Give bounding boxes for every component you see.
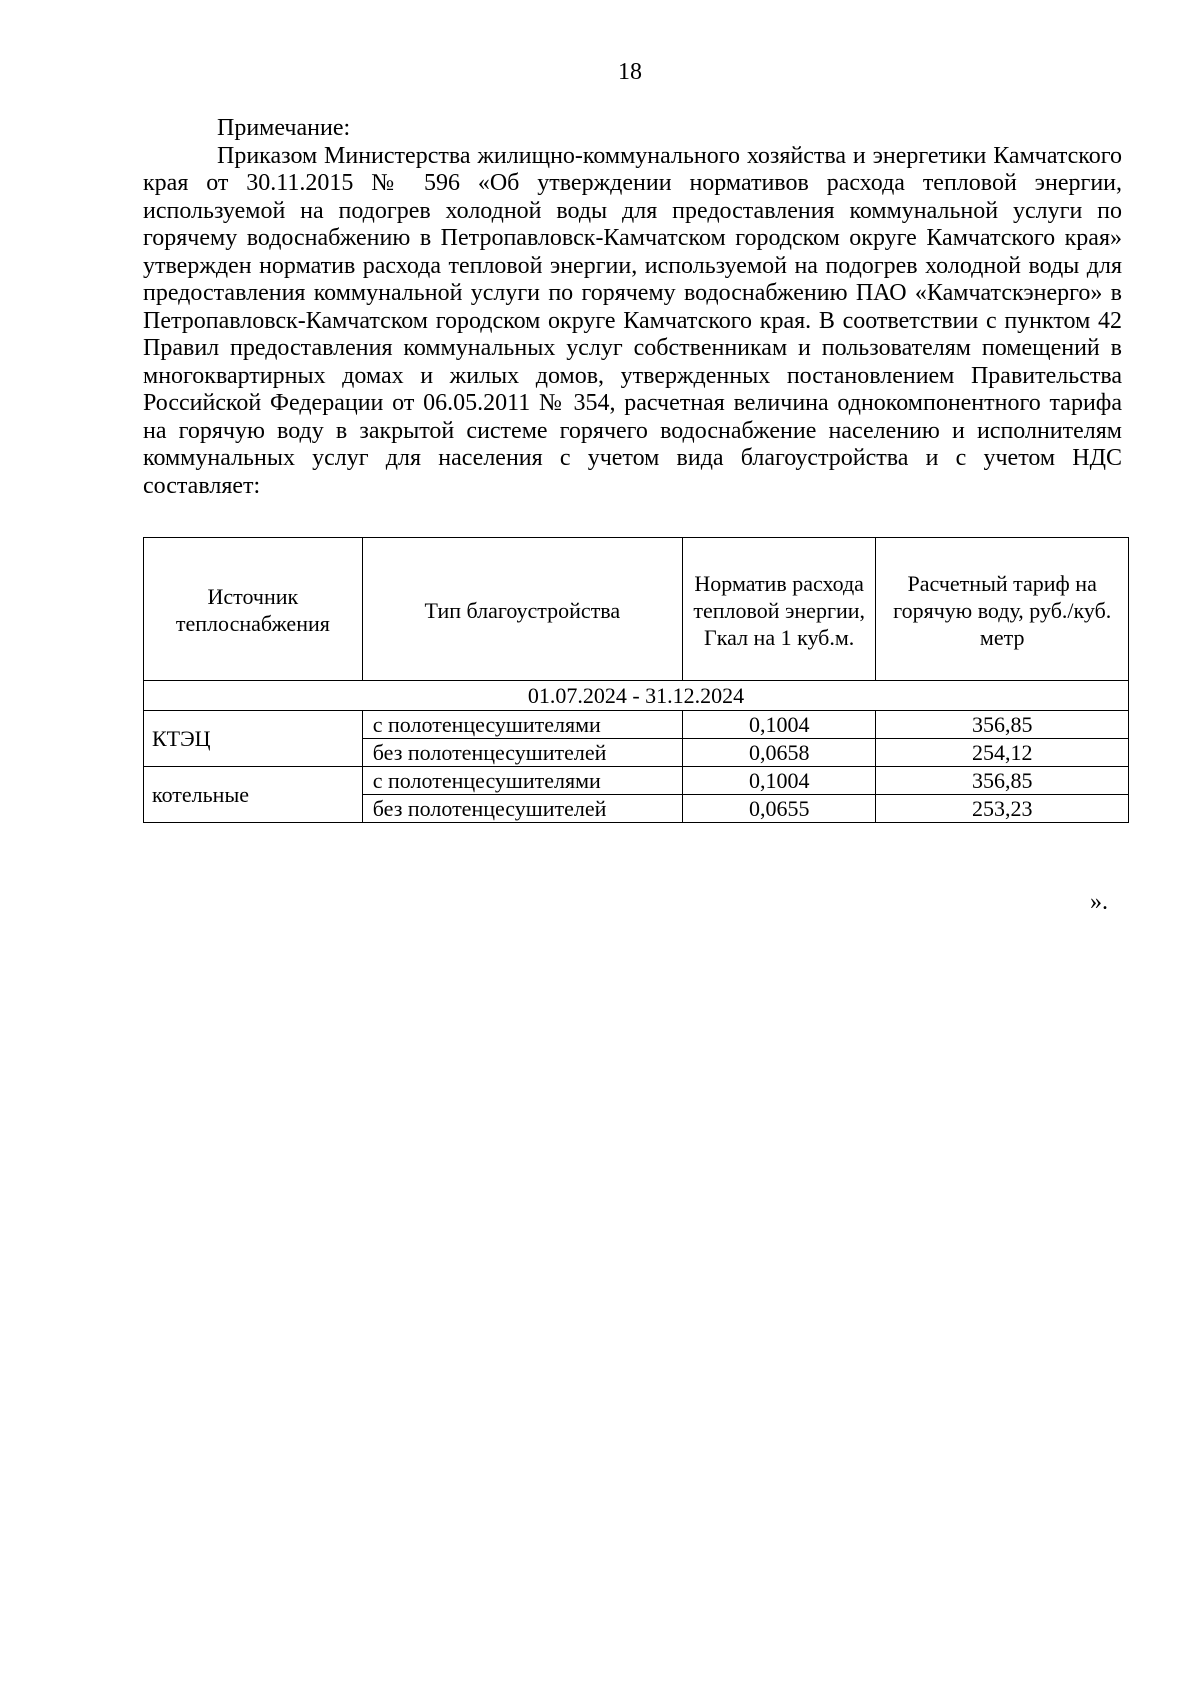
table-row [144, 767, 1129, 795]
tariff-cell: 356,85 [876, 767, 1129, 795]
header-tariff: Расчетный тариф на горячую воду, руб./куб. метр [876, 538, 1129, 681]
period-row [144, 681, 1129, 711]
closing-quote: ». [1090, 889, 1108, 915]
tariff-cell: 254,12 [876, 739, 1129, 767]
type-cell: с полотенцесушителями [362, 767, 682, 795]
norm-cell: 0,0658 [682, 739, 875, 767]
table-header-row [144, 538, 1129, 681]
note-block [143, 115, 1122, 500]
source-cell-ktec: КТЭЦ [144, 711, 363, 767]
period-cell: 01.07.2024 - 31.12.2024 [144, 681, 1129, 711]
norm-cell: 0,0655 [682, 795, 875, 823]
tariff-cell: 253,23 [876, 795, 1129, 823]
type-cell: без полотенцесушителей [362, 795, 682, 823]
header-source: Источник теплоснабжения [144, 538, 363, 681]
note-label: Примечание: [217, 115, 351, 141]
tariff-table [143, 537, 1129, 823]
type-cell: без полотенцесушителей [362, 739, 682, 767]
tariff-cell: 356,85 [876, 711, 1129, 739]
type-cell: с полотенцесушителями [362, 711, 682, 739]
page-number: 18 [618, 59, 642, 85]
source-cell-boilers: котельные [144, 767, 363, 823]
norm-cell: 0,1004 [682, 711, 875, 739]
header-type: Тип благоустройства [362, 538, 682, 681]
header-norm: Норматив расхода тепловой энергии, Гкал на 1 куб.м. [682, 538, 875, 681]
norm-cell: 0,1004 [682, 767, 875, 795]
note-text: Приказом Министерства жилищно-коммунального хозяйства и энергетики Камчатского края от 30.11.2015 № 596 «Об утверждении нормативов расхода тепловой энергии, используемой на подогрев холодной воды для предоставления коммунальной услуги по горячему водоснабжению в Петропавловск-Камчатском городском округе Камчатского края» утвержден норматив расхода тепловой энергии, используемой на подогрев холодной воды для предоставления коммунальной услуги по горячему водоснабжению ПАО «Камчатскэнерго» в Петропавловск-Камчатском городском округе Камчатского края. В соответствии с пунктом 42 Правил предоставления коммунальных услуг собственникам и пользователям помещений в многоквартирных домах и жилых домов, утвержденных постановлением Правительства Российской Федерации от 06.05.2011 № 354, расчетная величина однокомпонентного тарифа на горячую воду в закрытой системе горячего водоснабжение населению и исполнителям коммунальных услуг для населения с учетом вида благоустройства и с учетом НДС составляет: [143, 142, 1122, 499]
table-row [144, 711, 1129, 739]
